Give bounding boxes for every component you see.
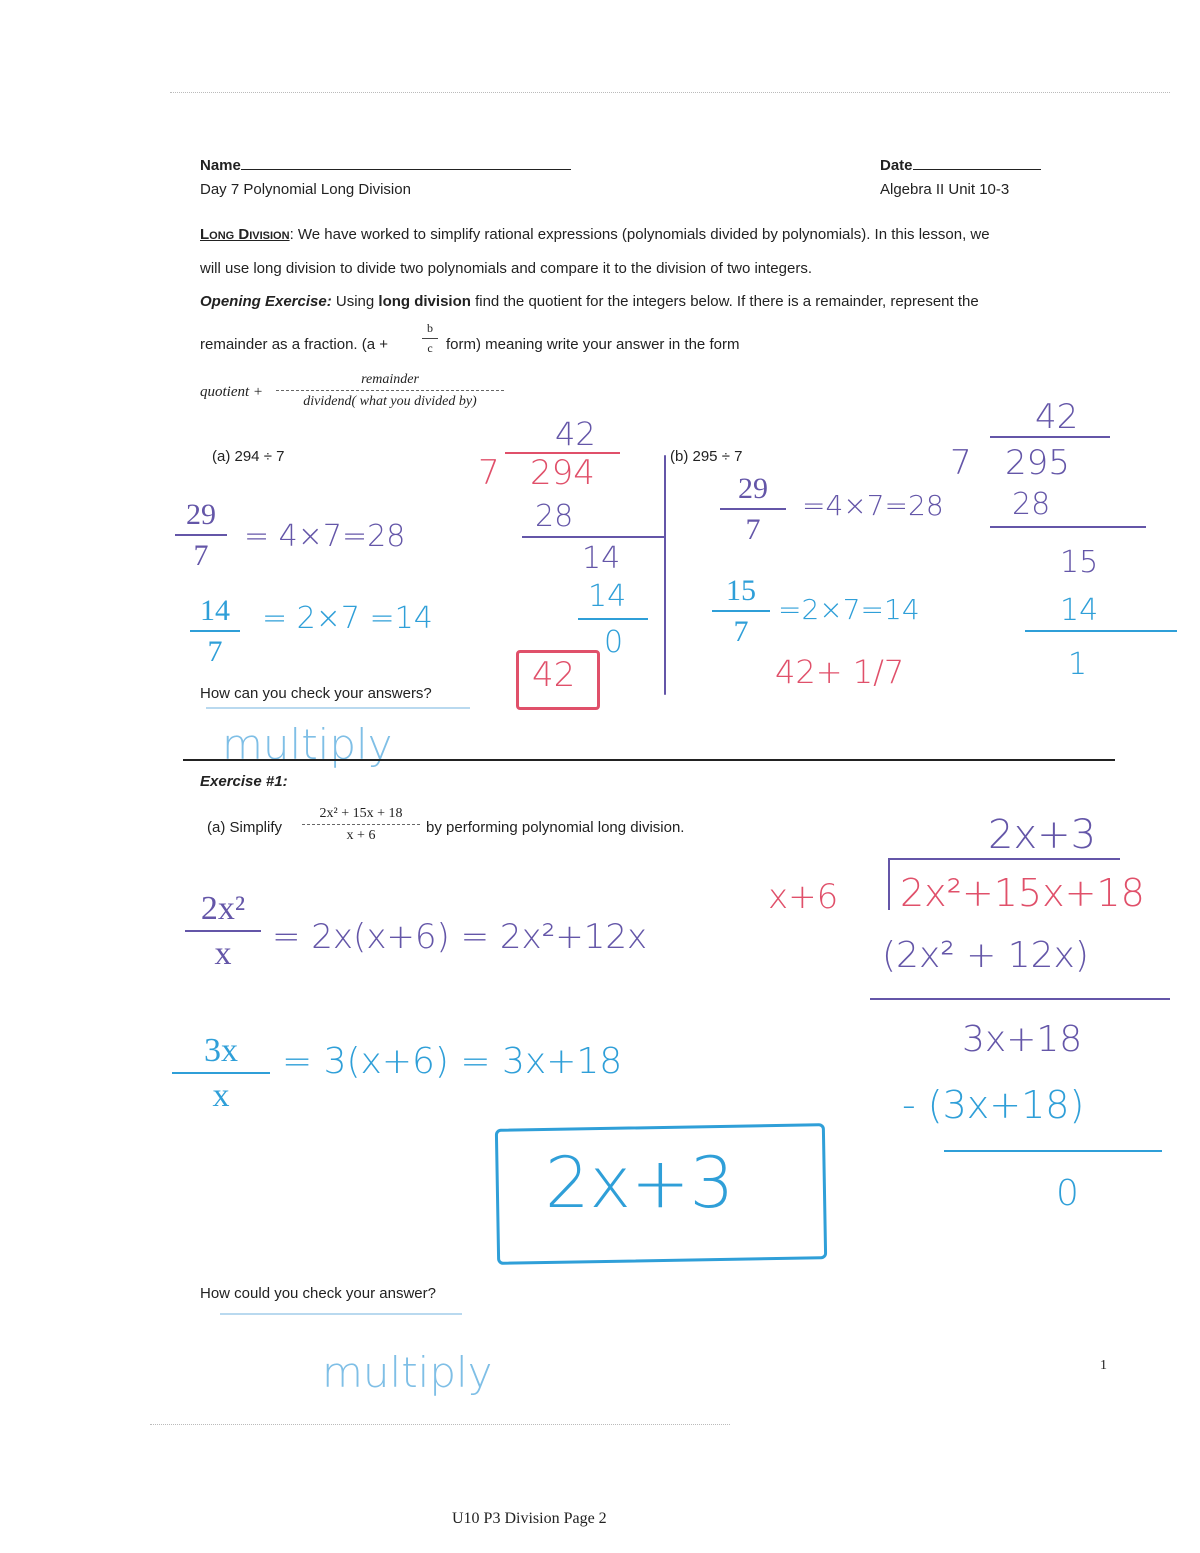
hw-e-quotient: 2x+3 [988,812,1097,858]
check-question-a: How can you check your answers? [200,685,432,702]
subtract-line [522,536,664,538]
name-label: Name [200,157,241,174]
division-bar [990,436,1110,438]
scan-edge [150,1424,730,1425]
section-divider [183,759,1115,761]
form-fraction [276,372,504,410]
hw-a-step: 14 [582,541,621,576]
division-bracket [888,858,890,910]
hw-b-work-1 [720,472,786,546]
hw-den: x [212,1077,230,1115]
subtract-line [944,1150,1162,1152]
intro-line-1 [200,226,990,243]
hw-e-work-2-rest: = 3(x+6) = 3x+18 [282,1041,623,1082]
subtract-line [1025,630,1177,632]
lesson-title: Day 7 Polynomial Long Division [200,181,411,198]
section-heading: Long Division [200,226,290,243]
date-label: Date [880,157,913,174]
hw-b-quotient: 42 [1035,397,1079,437]
intro-text: : We have worked to simplify rational expressions (polynomials divided by polynomials). In this lesson, we [289,226,990,243]
hw-a-dividend: 294 [530,453,595,493]
hw-a-divisor: 7 [478,453,500,493]
footer-label: U10 P3 Division Page 2 [452,1510,607,1527]
hw-e-work-1-rest: = 2x(x+6) = 2x²+12x [272,917,648,957]
hw-den: 7 [745,513,761,546]
hw-e-dividend: 2x²+15x+18 [900,871,1145,915]
hw-b-work-2-rest: =2×7=14 [778,593,920,626]
division-bar [888,858,1120,860]
opening-line-1 [200,293,979,310]
hw-num: 29 [738,472,768,505]
hw-e-work-2 [172,1032,270,1115]
problem-b-label: (b) 295 ÷ 7 [670,448,743,465]
answer-line [206,707,470,709]
hw-num: 29 [186,498,216,531]
name-field [200,157,571,174]
hw-num: 15 [726,574,756,607]
hw-e-remainder: 0 [1056,1173,1079,1214]
subtract-line [990,526,1146,528]
form-text: remainder as a fraction. (a + [200,336,389,353]
hw-den: x [214,935,232,973]
hw-b-step: 14 [1060,593,1099,628]
frac-num: b [427,321,433,335]
hw-e-step: (2x² + 12x) [882,935,1089,976]
unit-label: Algebra II Unit 10-3 [880,181,1010,198]
exercise-tail: by performing polynomial long division. [426,819,685,836]
hw-num: 2x² [200,890,246,927]
hw-b-step: 28 [1012,487,1051,522]
hw-b-dividend: 295 [1005,443,1070,483]
form-lead: quotient + [200,384,264,400]
hw-den: 7 [193,539,209,572]
date-field [880,157,1041,174]
frac-num: 2x² + 15x + 18 [319,806,403,821]
hw-b-remainder: 1 [1068,647,1088,682]
hw-e-work-1 [185,890,261,973]
frac-den: x + 6 [346,828,376,844]
hw-a-remainder: 0 [604,625,624,660]
hw-b-step: 15 [1060,545,1099,580]
hw-b-work-2 [712,574,770,648]
hw-a-answer: 42 [532,655,576,695]
hw-a-work-1 [175,498,227,572]
opening-label: Opening Exercise: [200,293,332,310]
form-num: remainder [361,372,419,387]
hw-b-work-1-rest: =4×7=28 [802,489,944,522]
opening-bold: long division [378,293,471,310]
page-number: 1 [1100,1358,1107,1373]
hw-b-answer: 42+ 1/7 [775,653,905,691]
hw-num: 14 [200,594,230,627]
check-question-e: How could you check your answer? [200,1285,436,1302]
exercise-fraction [302,806,420,844]
opening-line-2 [200,336,388,353]
hw-a-step: 28 [535,499,574,534]
form-den: dividend( what you divided by) [303,394,477,410]
opening-text: find the quotient for the integers below. If there is a remainder, represent the [470,293,979,310]
opening-text: Using [331,293,379,310]
frac-den: c [427,341,433,356]
hw-e-step: 3x+18 [962,1019,1083,1060]
subtract-line [578,618,648,620]
hw-den: 7 [733,615,749,648]
hw-e-divisor: x+6 [768,877,839,917]
hw-e-check: multiply [322,1348,493,1397]
hw-num: 3x [204,1032,238,1069]
hw-e-answer: 2x+3 [545,1142,735,1224]
hw-a-work-2-rest: = 2×7 =14 [262,601,433,636]
hw-a-quotient: 42 [555,415,596,453]
form-text-2: form) meaning write your answer in the form [446,336,740,353]
problem-a-label: (a) 294 ÷ 7 [212,448,285,465]
intro-line-2: will use long division to divide two polynomials and compare it to the division of two integers. [200,260,812,277]
hw-a-work-1-rest: = 4×7=28 [244,519,406,554]
exercise-title: Exercise #1: [200,773,288,790]
hw-e-step: - (3x+18) [902,1083,1085,1127]
hw-b-divisor: 7 [950,443,972,483]
hw-den: 7 [207,635,223,668]
divider [664,455,666,695]
hw-a-check: multiply [222,720,393,769]
subtract-line [870,998,1170,1000]
bc-fraction [422,322,438,355]
answer-line [220,1313,462,1315]
hw-a-step: 14 [588,579,627,614]
hw-a-work-2 [190,594,240,668]
scan-edge [170,92,1170,93]
exercise-lead: (a) Simplify [207,819,283,836]
